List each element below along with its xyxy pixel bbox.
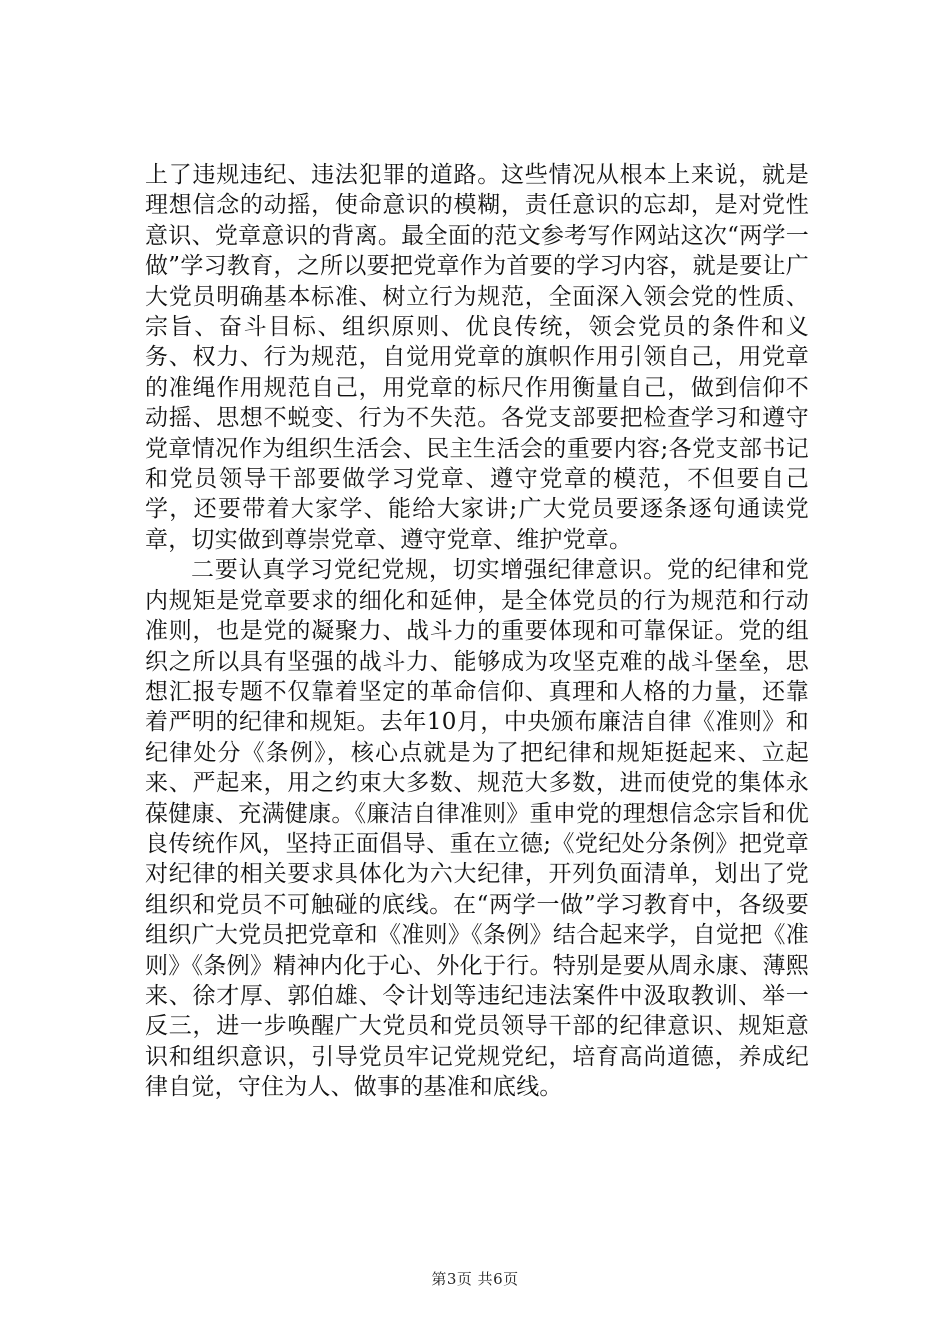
page-number-footer: 第3页 共6页 <box>431 1270 519 1288</box>
document-body <box>145 160 809 1103</box>
paragraph-party-discipline: 二要认真学习党纪党规，切实增强纪律意识。党的纪律和党内规矩是党章要求的细化和延伸，是全体党员的行为规范和行动准则，也是党的凝聚力、战斗力的重要体现和可靠保证。党的组织之所以具有坚强的战斗力、能够成为攻坚克难的战斗堡垒，思想汇报专题不仅靠着坚定的革命信仰、真理和人格的力量，还靠着严明的纪律和规矩。去年10月，中央颁布廉洁自律《准则》和纪律处分《条例》，核心点就是为了把纪律和规矩挺起来、立起来、严起来，用之约束大多数、规范大多数，进而使党的集体永葆健康、充满健康。《廉洁自律准则》重申党的理想信念宗旨和优良传统作风，坚持正面倡导、重在立德;《党纪处分条例》把党章对纪律的相关要求具体化为六大纪律，开列负面清单，划出了党组织和党员不可触碰的底线。在“两学一做”学习教育中，各级要组织广大党员把党章和《准则》《条例》结合起来学，自觉把《准则》《条例》精神内化于心、外化于行。特别是要从周永康、薄熙来、徐才厚、郭伯雄、令计划等违纪违法案件中汲取教训、举一反三，进一步唤醒广大党员和党员领导干部的纪律意识、规矩意识和组织意识，引导党员牢记党规党纪，培育高尚道德，养成纪律自觉，守住为人、做事的基准和底线。 <box>145 557 809 1101</box>
paragraph-continuation: 上了违规违纪、违法犯罪的道路。这些情况从根本上来说，就是理想信念的动摇，使命意识的模糊，责任意识的忘却，是对党性意识、党章意识的背离。最全面的范文参考写作网站这次“两学一做”学习教育，之所以要把党章作为首要的学习内容，就是要让广大党员明确基本标准、树立行为规范，全面深入领会党的性质、宗旨、奋斗目标、组织原则、优良传统，领会党员的条件和义务、权力、行为规范，自觉用党章的旗帜作用引领自己，用党章的准绳作用规范自己，用党章的标尺作用衡量自己，做到信仰不动摇、思想不蜕变、行为不失范。各党支部要把检查学习和遵守党章情况作为组织生活会、民主生活会的重要内容;各党支部书记和党员领导干部要做学习党章、遵守党章的模范，不但要自己学，还要带着大家学、能给大家讲;广大党员要逐条逐句通读党章，切实做到尊崇党章、遵守党章、维护党章。 <box>145 162 809 553</box>
